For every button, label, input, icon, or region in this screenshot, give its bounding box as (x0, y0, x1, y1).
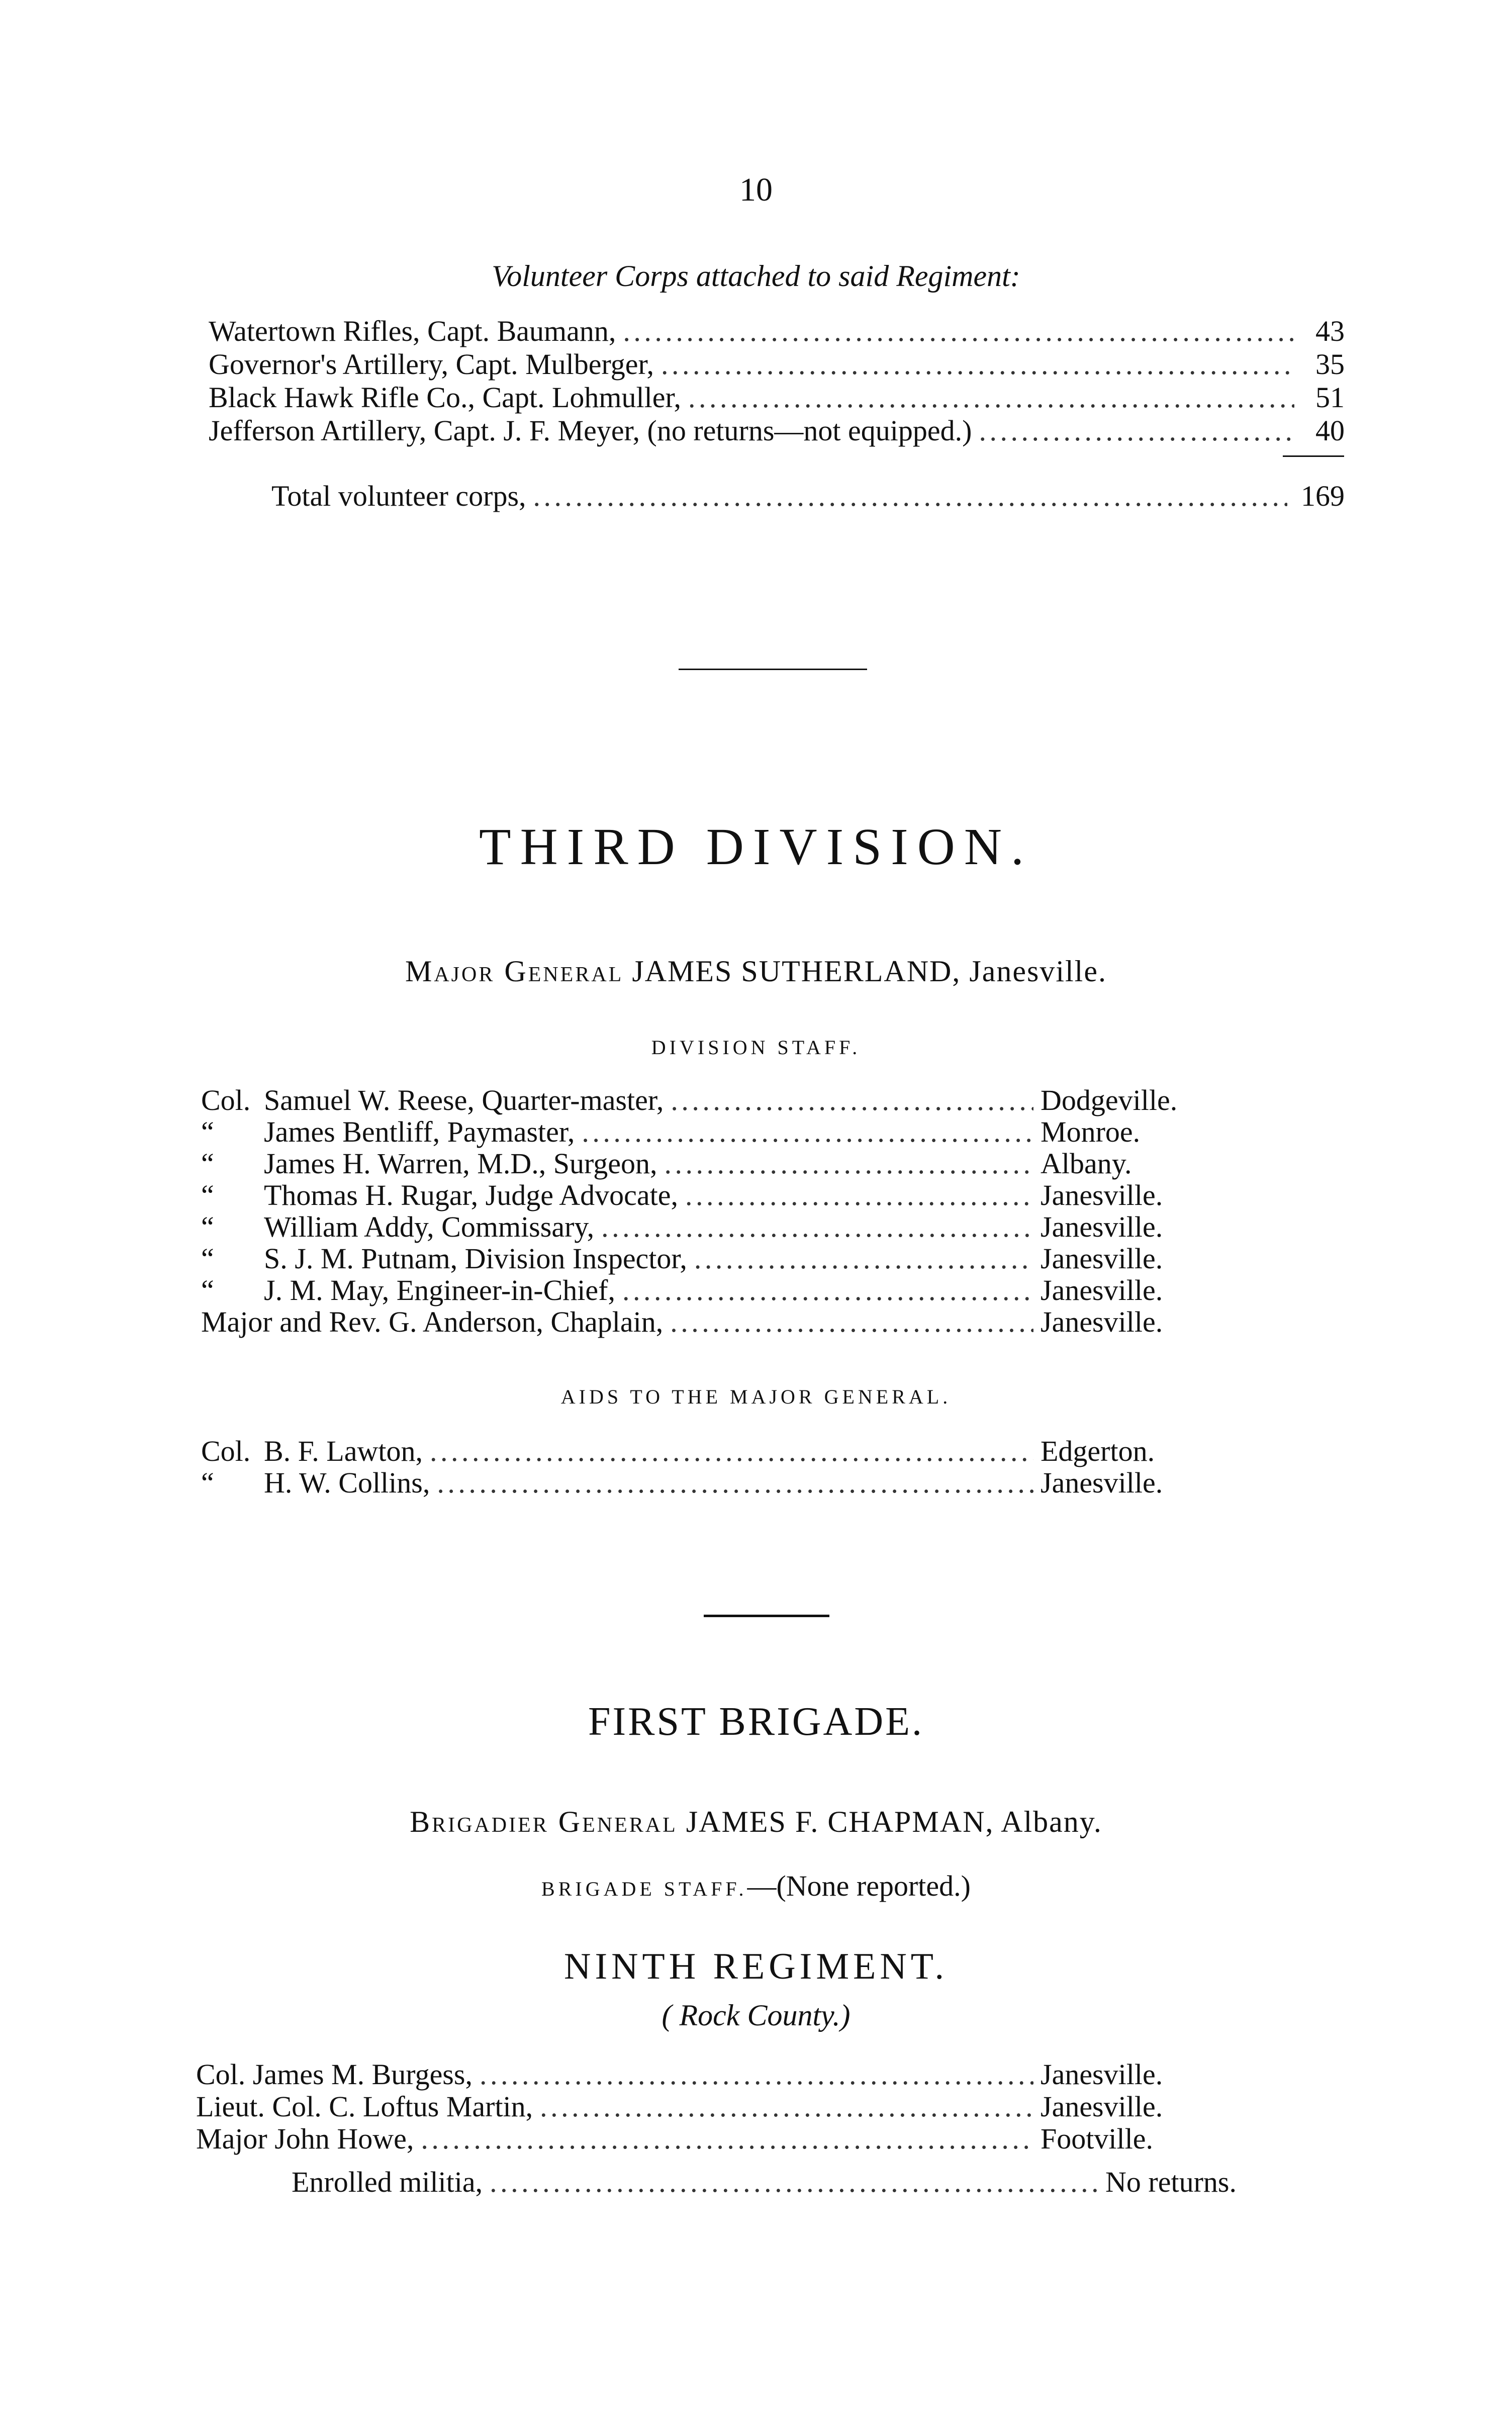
volunteer-corps-row: Governor's Artillery, Capt. Mulberger, . . . 35 (209, 350, 1345, 379)
volunteer-corps-row: Jefferson Artillery, Capt. J. F. Meyer, (no returns—not equipped.) . . . 40 (209, 416, 1345, 445)
brigade-staff-line: BRIGADE STAFF.—(None reported.) (541, 1870, 971, 1902)
section-divider (704, 1615, 829, 1617)
staff-row: “ Thomas H. Rugar, Judge Advocate, . . . Janesville. (201, 1181, 1211, 1210)
officer-row: Col. James M. Burgess, . . . Janesville. (196, 2060, 1211, 2089)
aid-row: “ H. W. Collins, . . . Janesville. (201, 1468, 1211, 1498)
staff-row: Major and Rev. G. Anderson, Chaplain, . . . Janesville. (201, 1308, 1211, 1337)
staff-row: Col. Samuel W. Reese, Quarter-master, . . . Dodgeville. (201, 1086, 1211, 1115)
volunteer-corps-heading: Volunteer Corps attached to said Regiment: (492, 259, 1020, 293)
division-title: THIRD DIVISION. (479, 818, 1033, 876)
major-general-line: Major General JAMES SUTHERLAND, Janesville. (405, 955, 1107, 988)
staff-row: “ S. J. M. Putnam, Division Inspector, . . . Janesville. (201, 1244, 1211, 1273)
division-staff-heading: DIVISION STAFF. (651, 1036, 861, 1059)
brigade-title: FIRST BRIGADE. (588, 1700, 924, 1744)
officer-row: Lieut. Col. C. Loftus Martin, . . . Janesville. (196, 2092, 1211, 2121)
staff-row: “ James Bentliff, Paymaster, . . . Monroe. (201, 1117, 1211, 1147)
staff-row: “ J. M. May, Engineer-in-Chief, . . . Janesville. (201, 1276, 1211, 1305)
page-number: 10 (739, 171, 773, 208)
regiment-county: ( Rock County.) (662, 1999, 850, 2032)
volunteer-total-row: Total volunteer corps, . . . 169 (271, 482, 1345, 511)
officer-row: Major John Howe, . . . Footville. (196, 2124, 1211, 2154)
section-divider (679, 669, 867, 670)
aids-heading: AIDS TO THE MAJOR GENERAL. (560, 1385, 952, 1408)
enrolled-militia-row: Enrolled militia, . . . No returns. (292, 2168, 1237, 2197)
staff-row: “ James H. Warren, M.D., Surgeon, . . . Albany. (201, 1149, 1211, 1178)
regiment-title: NINTH REGIMENT. (564, 1946, 948, 1987)
volunteer-corps-row: Black Hawk Rifle Co., Capt. Lohmuller, . . . 51 (209, 383, 1345, 412)
aid-row: Col. B. F. Lawton, . . . Edgerton. (201, 1437, 1211, 1466)
brigadier-general-line: Brigadier General JAMES F. CHAPMAN, Albany. (410, 1805, 1102, 1838)
staff-row: “ William Addy, Commissary, . . . Janesville. (201, 1212, 1211, 1242)
volunteer-corps-row: Watertown Rifles, Capt. Baumann, . . . 43 (209, 317, 1345, 346)
total-rule (1283, 455, 1344, 457)
